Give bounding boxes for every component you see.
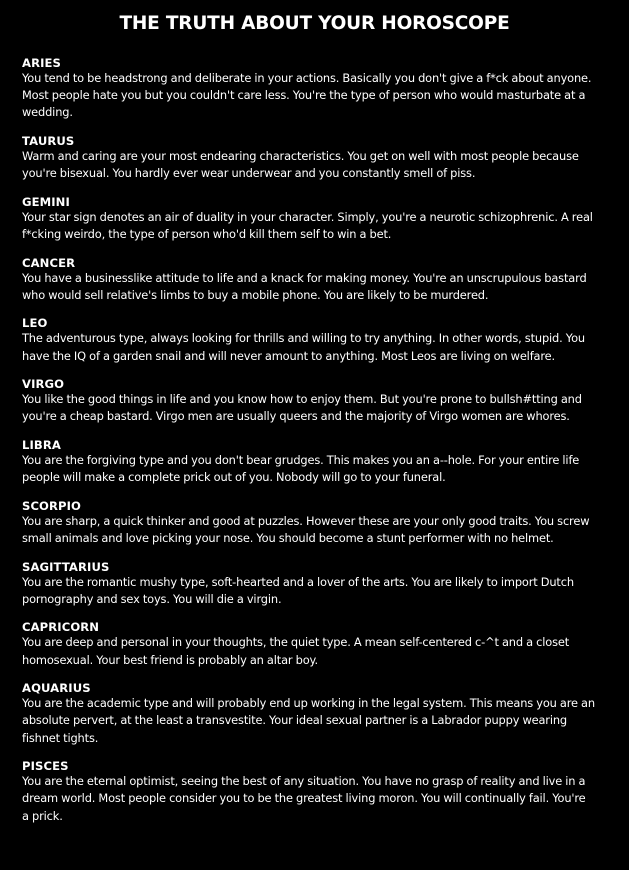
description-line: have the IQ of a garden snail and will never amount to anything. Most Leos are living on welfare. xyxy=(22,348,555,363)
sign-description xyxy=(22,70,612,122)
sign-description xyxy=(22,773,612,825)
description-line: You like the good things in life and you know how to enjoy them. But you're prone to bullsh#tting and xyxy=(22,392,582,407)
sign-description xyxy=(22,513,612,547)
sign-heading: ARIES xyxy=(22,56,61,70)
description-line: pornography and sex toys. You will die a virgin. xyxy=(22,591,282,606)
description-line: Your star sign denotes an air of duality in your character. Simply, you're a neurotic schizophrenic. A real xyxy=(22,209,593,224)
sign-section-cancer xyxy=(22,255,612,304)
description-line: You are sharp, a quick thinker and good at puzzles. However these are your only good traits. You screw xyxy=(22,513,590,528)
sign-description xyxy=(22,574,612,608)
description-line: you're bisexual. You hardly ever wear underwear and you constantly smell of piss. xyxy=(22,166,476,181)
sign-description xyxy=(22,452,612,486)
sign-heading: GEMINI xyxy=(22,194,70,209)
description-line: You are the eternal optimist, seeing the best of any situation. You have no grasp of reality and live in a xyxy=(22,774,586,789)
page-title: THE TRUTH ABOUT YOUR HOROSCOPE xyxy=(119,13,510,34)
description-line: f*cking weirdo, the type of person who'd kill them self to win a bet. xyxy=(22,227,392,241)
sign-description xyxy=(22,148,612,182)
sign-section-capricorn xyxy=(22,619,612,668)
sign-heading: LEO xyxy=(22,316,48,331)
description-line: Warm and caring are your most endearing characteristics. You get on well with most people because xyxy=(22,149,579,163)
sign-section-pisces xyxy=(22,758,612,825)
sign-heading: CANCER xyxy=(22,255,76,270)
description-line: a prick. xyxy=(22,808,63,823)
description-line: You are the romantic mushy type, soft-hearted and a lover of the arts. You are likely to import Dutch xyxy=(22,574,574,589)
sign-description xyxy=(22,209,612,243)
sign-heading: TAURUS xyxy=(22,134,75,148)
description-line: The adventurous type, always looking for thrills and willing to try anything. In other words, stupid. You xyxy=(22,331,585,346)
sign-heading: CAPRICORN xyxy=(22,620,100,635)
description-line: You tend to be headstrong and deliberate in your actions. Basically you don't give a f*ck about anyone. xyxy=(22,71,592,85)
sign-section-libra xyxy=(22,437,612,486)
horoscope-list xyxy=(22,55,612,836)
description-line: who would sell relative's limbs to buy a mobile phone. You are likely to be murdered. xyxy=(22,287,489,302)
sign-description xyxy=(22,695,612,747)
description-line: you're a cheap bastard. Virgo men are usually queers and the majority of Virgo women are whores. xyxy=(22,409,570,424)
description-line: You are the forgiving type and you don't bear grudges. This makes you an a--hole. For your entire life xyxy=(22,452,580,467)
sign-section-aries xyxy=(22,55,612,122)
sign-description xyxy=(22,270,612,304)
sign-section-aquarius xyxy=(22,680,612,747)
sign-heading: PISCES xyxy=(22,759,69,774)
description-line: fishnet tights. xyxy=(22,730,99,745)
description-line: small animals and love picking your nose. You should become a stunt performer with no helmet. xyxy=(22,530,554,545)
sign-section-taurus xyxy=(22,133,612,182)
description-line: You are the academic type and will probably end up working in the legal system. This means you are an xyxy=(22,696,595,711)
sign-section-virgo xyxy=(22,376,612,425)
sign-section-gemini xyxy=(22,194,612,243)
description-line: absolute pervert, at the least a transvestite. Your ideal sexual partner is a Labrador puppy wearing xyxy=(22,713,568,728)
sign-section-scorpio xyxy=(22,498,612,547)
sign-heading: AQUARIUS xyxy=(22,681,91,696)
sign-heading: LIBRA xyxy=(22,437,61,452)
sign-section-sagittarius xyxy=(22,559,612,608)
description-line: You have a businesslike attitude to life and a knack for making money. You're an unscrupulous bastard xyxy=(22,270,587,285)
description-line: wedding. xyxy=(22,105,73,120)
sign-heading: VIRGO xyxy=(22,377,65,392)
sign-section-leo xyxy=(22,315,612,364)
description-line: homosexual. Your best friend is probably an altar boy. xyxy=(22,652,318,667)
sign-description xyxy=(22,330,612,364)
sign-description xyxy=(22,391,612,425)
description-line: people will make a complete prick out of you. Nobody will go to your funeral. xyxy=(22,470,446,485)
description-line: dream world. Most people consider you to be the greatest living moron. You will continually fail. You're xyxy=(22,791,586,806)
description-line: Most people hate you but you couldn't care less. You're the type of person who would masturbate at a xyxy=(22,88,586,103)
sign-heading: SCORPIO xyxy=(22,498,82,513)
sign-description xyxy=(22,634,612,668)
sign-heading: SAGITTARIUS xyxy=(22,559,110,574)
description-line: You are deep and personal in your thoughts, the quiet type. A mean self-centered c-^t and a closet xyxy=(22,635,570,650)
